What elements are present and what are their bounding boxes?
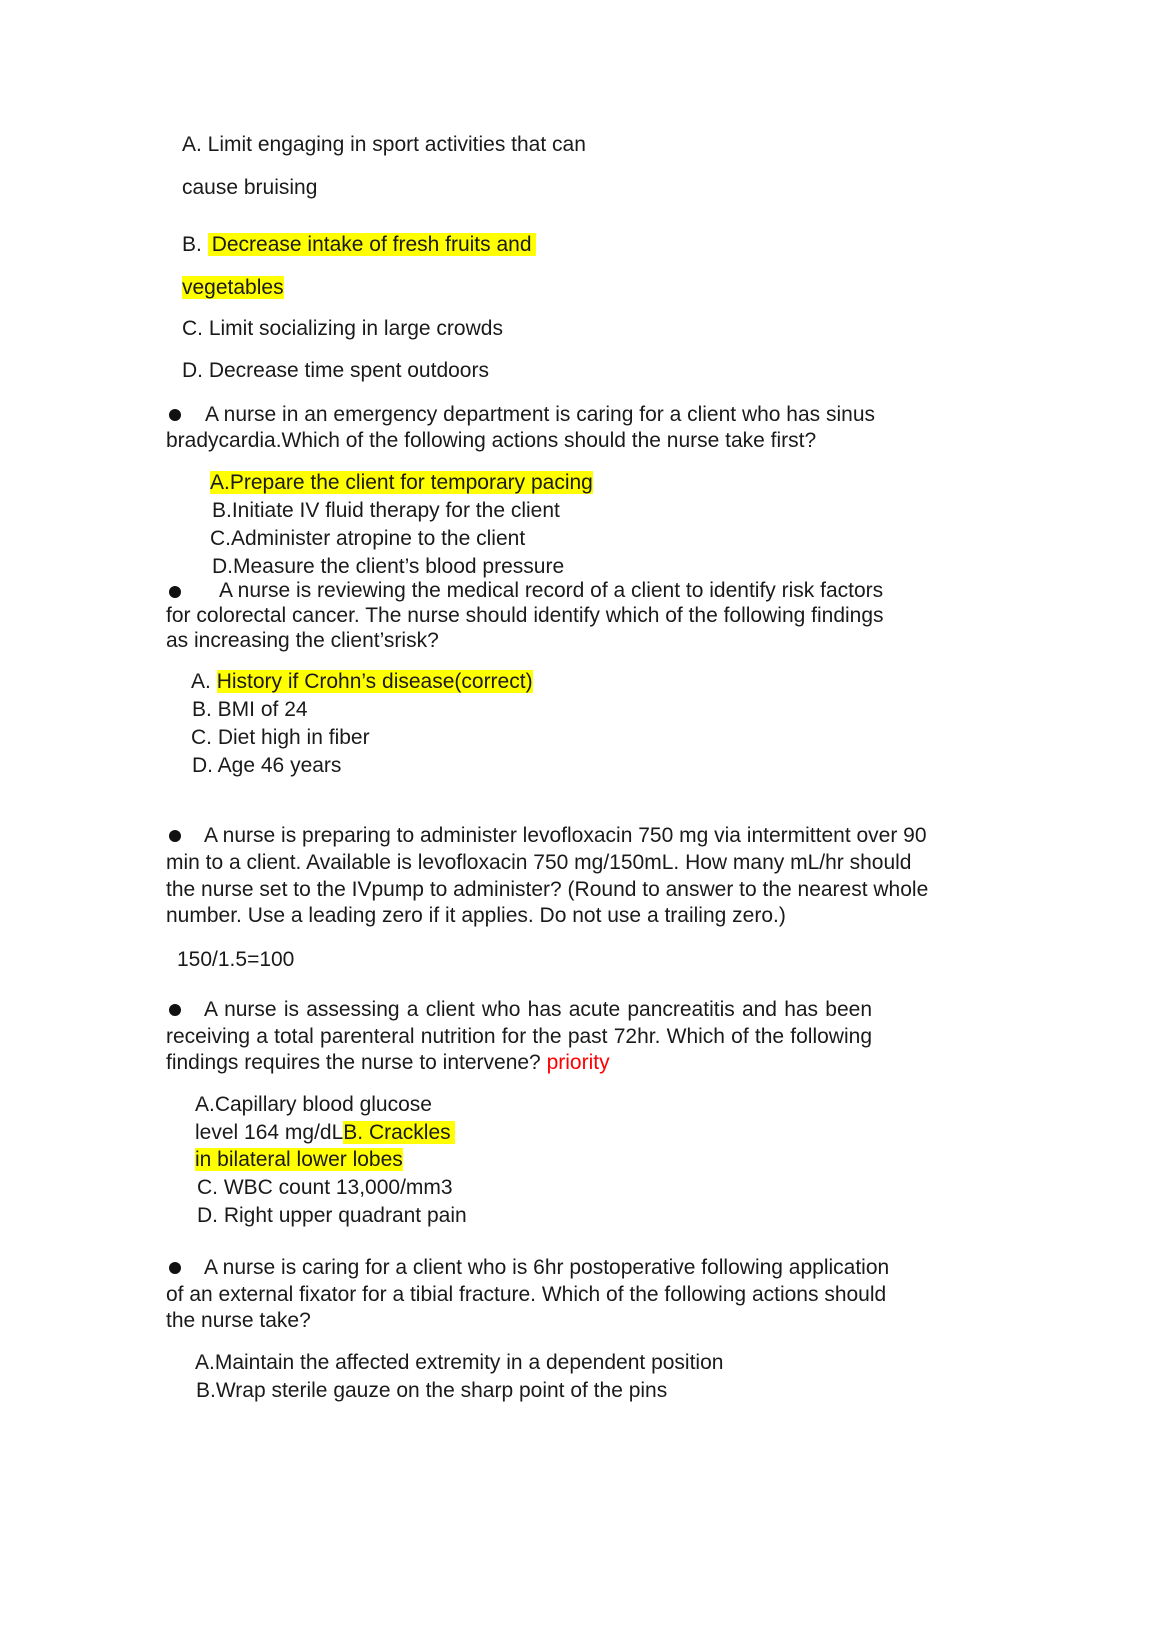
bullet-icon: [169, 1262, 181, 1274]
q4-option-b-highlight-2: in bilateral lower lobes: [195, 1148, 403, 1171]
q1-option-d: D.Measure the client’s blood pressure: [212, 555, 565, 578]
q0-option-d: D. Decrease time spent outdoors: [182, 359, 489, 382]
q1-stem-line2: bradycardia.Which of the following actions should the nurse take first?: [166, 429, 817, 452]
q4-option-a-line1: A.Capillary blood glucose: [195, 1093, 432, 1116]
q2-option-a-prefix: A.: [191, 670, 211, 693]
q5-option-b: B.Wrap sterile gauze on the sharp point of the pins: [196, 1379, 668, 1402]
q0-option-c: C. Limit socializing in large crowds: [182, 317, 503, 340]
q2-option-b: B. BMI of 24: [192, 698, 308, 721]
bullet-icon: [169, 830, 181, 842]
q4-option-c: C. WBC count 13,000/mm3: [197, 1176, 453, 1199]
q4-option-a-line2: [195, 1119, 455, 1147]
q2-stem-line3: as increasing the client’srisk?: [166, 629, 439, 652]
q4-option-b-highlight: B. Crackles: [343, 1121, 454, 1144]
q4-stem-line2: receiving a total parenteral nutrition for the past 72hr. Which of the following: [166, 1025, 872, 1048]
q2-option-d: D. Age 46 years: [192, 754, 342, 777]
bullet-icon: [169, 586, 181, 598]
q0-option-a-line2: cause bruising: [182, 176, 318, 199]
q5-stem-line3: the nurse take?: [166, 1309, 311, 1332]
q2-option-a: [191, 668, 533, 696]
q4-stem-line3: [166, 1049, 610, 1077]
q3-stem-line2: min to a client. Available is levofloxacin 750 mg/150mL. How many mL/hr should: [166, 851, 912, 874]
q3-stem-line4: number. Use a leading zero if it applies. Do not use a trailing zero.): [166, 904, 786, 927]
q1-option-c: C.Administer atropine to the client: [210, 527, 526, 550]
q1-option-b: B.Initiate IV fluid therapy for the client: [212, 499, 560, 522]
q3-stem-line1: A nurse is preparing to administer levofloxacin 750 mg via intermittent over 90: [204, 824, 927, 847]
q5-stem-line1: A nurse is caring for a client who is 6hr postoperative following application: [204, 1256, 890, 1279]
q1-stem-line1: A nurse in an emergency department is caring for a client who has sinus: [205, 403, 876, 426]
q0-option-b-prefix: B.: [182, 233, 202, 256]
q1-option-a-highlight: A.Prepare the client for temporary pacing: [210, 471, 593, 494]
q1-option-a: [210, 469, 593, 497]
q2-stem-line2: for colorectal cancer. The nurse should identify which of the following findings: [166, 604, 884, 627]
q4-option-a-text: level 164 mg/dL: [195, 1121, 344, 1144]
q5-option-a: A.Maintain the affected extremity in a dependent position: [195, 1351, 724, 1374]
bullet-icon: [169, 1004, 181, 1016]
q3-stem-line3: the nurse set to the IVpump to administer? (Round to answer to the nearest whole: [166, 878, 929, 901]
bullet-icon: [169, 409, 181, 421]
q2-stem-line1: A nurse is reviewing the medical record of a client to identify risk factors: [219, 579, 884, 602]
q0-option-b-highlight-2: vegetables: [182, 276, 284, 299]
q4-stem-line1: A nurse is assessing a client who has acute pancreatitis and has been: [204, 998, 872, 1021]
q4-priority-tag: priority: [546, 1051, 610, 1074]
q0-option-b-line1: [182, 231, 536, 259]
q4-option-b-line2: [195, 1146, 403, 1174]
q0-option-b-line2: [182, 274, 284, 302]
q3-answer: 150/1.5=100: [177, 948, 295, 971]
q2-option-a-highlight: History if Crohn’s disease(correct): [216, 670, 533, 693]
q4-option-d: D. Right upper quadrant pain: [197, 1204, 467, 1227]
q5-stem-line2: of an external fixator for a tibial fracture. Which of the following actions should: [166, 1283, 887, 1306]
q0-option-b-highlight: Decrease intake of fresh fruits and: [208, 233, 536, 256]
q4-stem-text: findings requires the nurse to intervene?: [166, 1051, 541, 1074]
q0-option-a-line1: A. Limit engaging in sport activities that can: [182, 133, 586, 156]
q2-option-c: C. Diet high in fiber: [191, 726, 370, 749]
